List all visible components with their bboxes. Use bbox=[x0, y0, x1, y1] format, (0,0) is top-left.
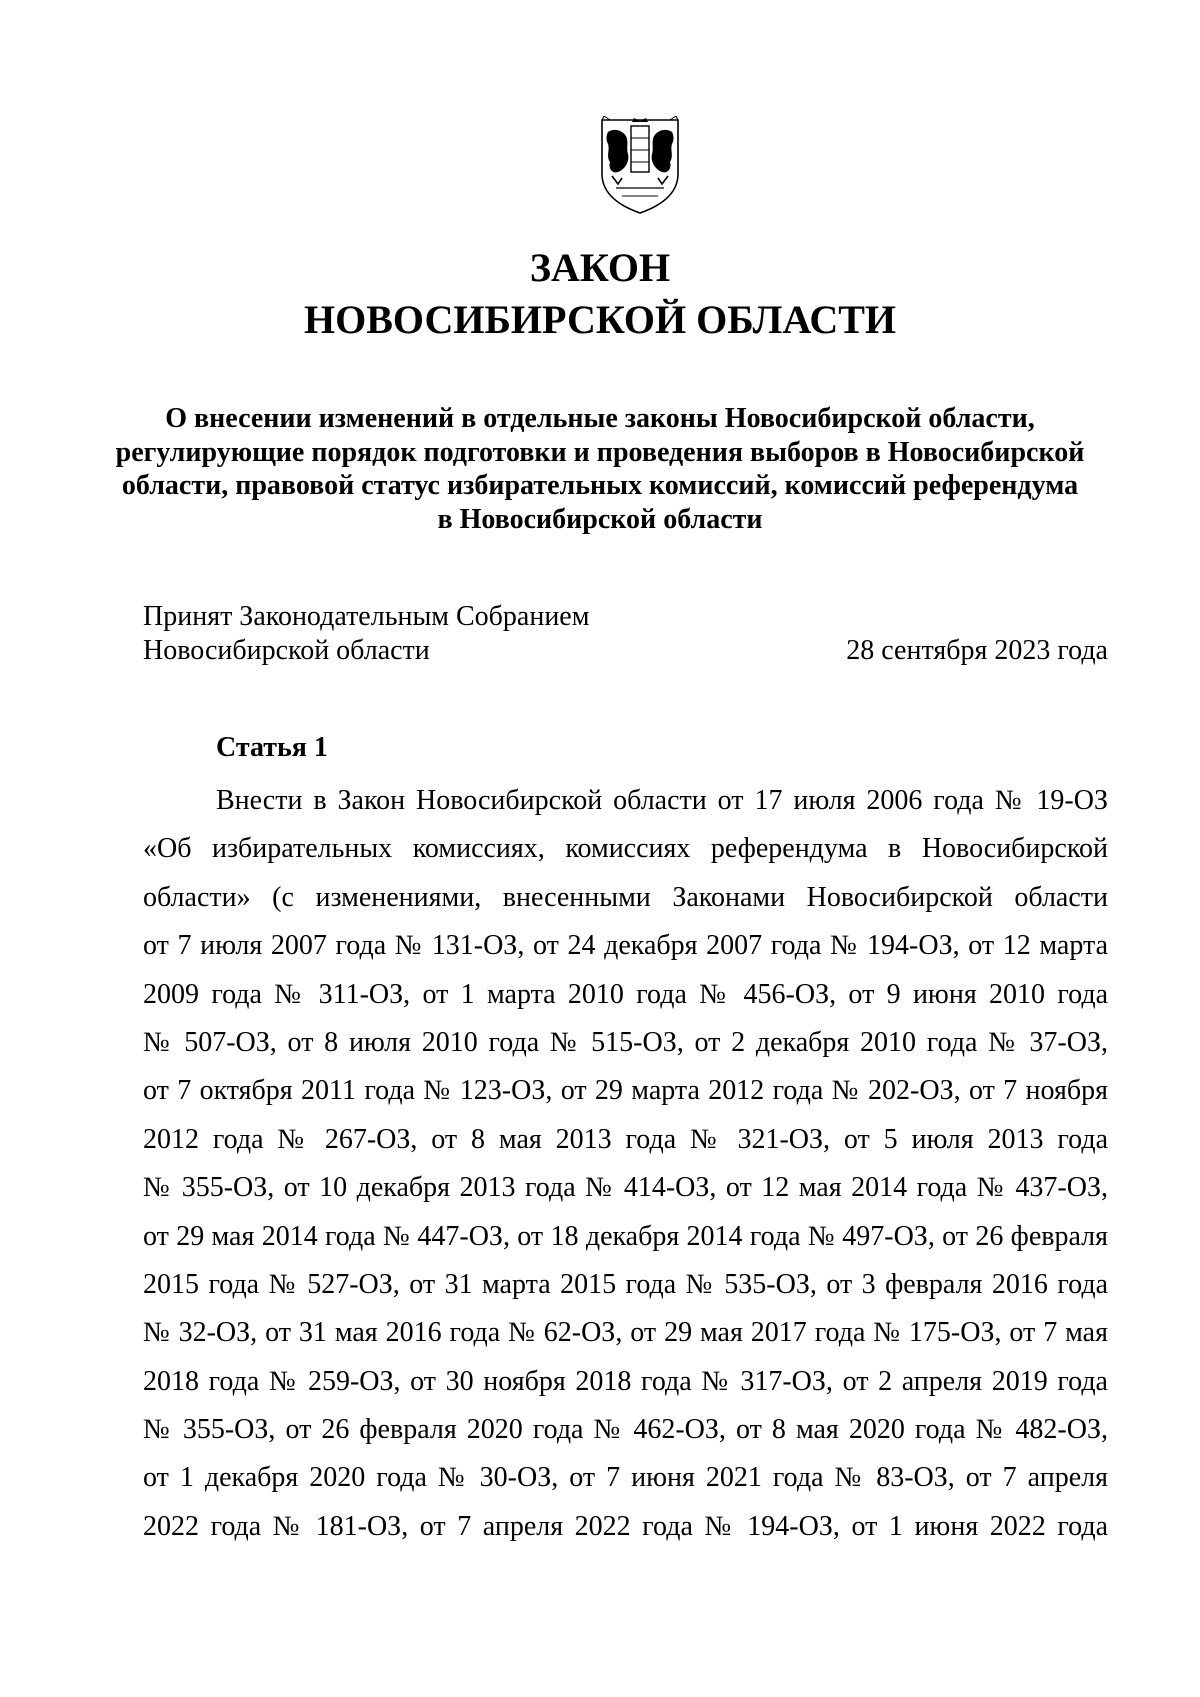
coat-of-arms-icon bbox=[598, 116, 682, 216]
adoption-date: 28 сентября 2023 года bbox=[846, 635, 1108, 666]
law-subject-line: регулирующие порядок подготовки и проведения выборов в Новосибирской bbox=[115, 436, 1085, 468]
article-line: 2015 года № 527-ОЗ, от 31 марта 2015 года № 535-ОЗ, от 3 февраля 2016 года bbox=[143, 1268, 1108, 1300]
article-line: 2012 года № 267-ОЗ, от 8 мая 2013 года № 321-ОЗ, от 5 июля 2013 года bbox=[143, 1123, 1108, 1155]
article-line: «Об избирательных комиссиях, комиссиях референдума в Новосибирской bbox=[143, 833, 1108, 865]
law-subject-line: области, правовой статус избирательных комиссий, комиссий референдума bbox=[121, 470, 1079, 501]
article-line: от 7 октября 2011 года № 123-ОЗ, от 29 марта 2012 года № 202-ОЗ, от 7 ноября bbox=[143, 1075, 1108, 1107]
law-title-line-2: НОВОСИБИРСКОЙ ОБЛАСТИ bbox=[303, 297, 897, 342]
adoption-line-2: Новосибирской области bbox=[143, 635, 430, 666]
law-title bbox=[0, 242, 1200, 346]
law-subject-line: О внесении изменений в отдельные законы Новосибирской области, bbox=[165, 403, 1035, 434]
article-line: 2022 года № 181-ОЗ, от 7 апреля 2022 года № 194-ОЗ, от 1 июня 2022 года bbox=[143, 1510, 1108, 1542]
article-line: от 1 декабря 2020 года № 30-ОЗ, от 7 июня 2021 года № 83-ОЗ, от 7 апреля bbox=[143, 1462, 1108, 1494]
law-subject bbox=[0, 402, 1200, 536]
article-heading: Статья 1 bbox=[216, 732, 328, 763]
adoption-line-1: Принят Законодательным Собранием bbox=[143, 601, 590, 632]
article-line: № 507-ОЗ, от 8 июля 2010 года № 515-ОЗ, от 2 декабря 2010 года № 37-ОЗ, bbox=[143, 1026, 1108, 1058]
article-line: № 355-ОЗ, от 26 февраля 2020 года № 462-ОЗ, от 8 мая 2020 года № 482-ОЗ, bbox=[143, 1414, 1108, 1446]
article-line: от 7 июля 2007 года № 131-ОЗ, от 24 декабря 2007 года № 194-ОЗ, от 12 марта bbox=[143, 930, 1108, 962]
law-subject-line: в Новосибирской области bbox=[437, 503, 763, 535]
adoption-statement bbox=[143, 600, 589, 668]
law-title-line-1: ЗАКОН bbox=[529, 245, 671, 290]
article-line: Внести в Закон Новосибирской области от 17 июля 2006 года № 19-ОЗ bbox=[216, 785, 1108, 816]
article-line: № 355-ОЗ, от 10 декабря 2013 года № 414-ОЗ, от 12 мая 2014 года № 437-ОЗ, bbox=[143, 1172, 1108, 1204]
article-line: области» (с изменениями, внесенными Законами Новосибирской области bbox=[143, 881, 1108, 913]
article-body bbox=[143, 777, 1108, 1551]
article-line: № 32-ОЗ, от 31 мая 2016 года № 62-ОЗ, от 29 мая 2017 года № 175-ОЗ, от 7 мая bbox=[143, 1317, 1108, 1349]
article-line: от 29 мая 2014 года № 447-ОЗ, от 18 декабря 2014 года № 497-ОЗ, от 26 февраля bbox=[143, 1220, 1108, 1252]
article-line: 2009 года № 311-ОЗ, от 1 марта 2010 года № 456-ОЗ, от 9 июня 2010 года bbox=[143, 978, 1108, 1010]
article-line: 2018 года № 259-ОЗ, от 30 ноября 2018 года № 317-ОЗ, от 2 апреля 2019 года bbox=[143, 1365, 1108, 1397]
